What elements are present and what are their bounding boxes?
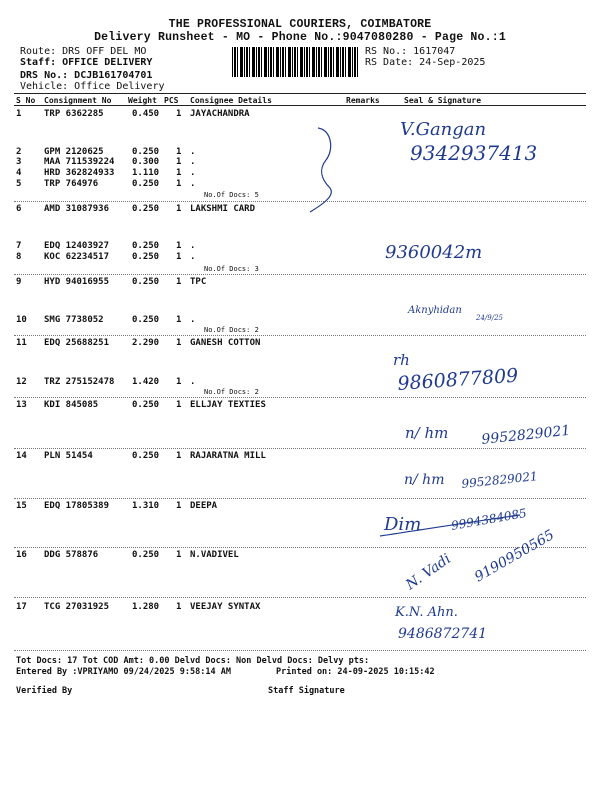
row-consignee: . (190, 241, 196, 251)
company-title: THE PROFESSIONAL COURIERS, COIMBATORE (168, 18, 432, 31)
row-consignee: TPC (190, 277, 207, 287)
row-sno: 12 (16, 377, 27, 387)
row-sno: 4 (16, 168, 22, 178)
bracket-stroke (310, 128, 331, 212)
row-pcs: 1 (176, 602, 182, 612)
row-weight: 0.250 (132, 315, 160, 325)
row-sno: 14 (16, 451, 27, 461)
row-consignment: HYD 94016955 (44, 277, 110, 287)
row-pcs: 1 (176, 451, 182, 461)
row-sno: 3 (16, 157, 22, 167)
row-weight: 0.250 (132, 400, 160, 410)
signature-text: 9860877809 (396, 364, 519, 395)
row-weight: 0.300 (132, 157, 160, 167)
rs-no-label: RS No.: 1617047 (365, 46, 456, 57)
row-sno: 5 (16, 179, 22, 189)
row-pcs: 1 (176, 277, 182, 287)
row-consignee: . (190, 147, 196, 157)
vehicle-label: Vehicle: Office Delivery (20, 81, 165, 92)
row-consignee: LAKSHMI CARD (190, 204, 256, 214)
row-separator (14, 397, 586, 398)
col-pcs: PCS (164, 96, 179, 105)
row-pcs: 1 (176, 147, 182, 157)
signature-text: 24/9/25 (476, 314, 503, 322)
row-consignment: EDQ 12403927 (44, 241, 110, 251)
row-separator (14, 650, 586, 651)
row-sno: 10 (16, 315, 27, 325)
row-weight: 0.250 (132, 204, 160, 214)
row-consignee: GANESH COTTON (190, 338, 261, 348)
row-weight: 0.250 (132, 179, 160, 189)
row-consignment: SMG 7738052 (44, 315, 104, 325)
signature-text: 9952829021 (460, 469, 539, 491)
row-weight: 2.290 (132, 338, 160, 348)
signature-text: Dim (384, 514, 422, 535)
staff-signature-label: Staff Signature (268, 686, 345, 696)
verified-by-label: Verified By (16, 686, 73, 696)
row-separator (14, 597, 586, 598)
row-separator (14, 335, 586, 336)
row-consignee: . (190, 377, 196, 387)
printed-on: Printed on: 24-09-2025 10:15:42 (276, 667, 435, 677)
row-weight: 0.250 (132, 277, 160, 287)
signature-text: 9190950565 (472, 527, 558, 586)
row-weight: 1.310 (132, 501, 160, 511)
docs-note: No.Of Docs: 2 (204, 326, 259, 334)
row-consignee: ELLJAY TEXTIES (190, 400, 266, 410)
docs-note: No.Of Docs: 2 (204, 388, 259, 396)
row-weight: 1.420 (132, 377, 160, 387)
row-sno: 11 (16, 338, 27, 348)
row-weight: 0.250 (132, 550, 160, 560)
col-consignment: Consignment No (44, 96, 112, 105)
row-sno: 8 (16, 252, 22, 262)
row-separator (14, 448, 586, 449)
row-weight: 0.450 (132, 109, 160, 119)
row-consignment: DDG 578876 (44, 550, 99, 560)
drs-no-label: DRS No.: DCJB161704701 (20, 70, 153, 81)
rs-date-label: RS Date: 24-Sep-2025 (365, 57, 486, 68)
row-consignment: MAA 711539224 (44, 157, 115, 167)
row-pcs: 1 (176, 157, 182, 167)
signature-text: rh (393, 351, 410, 369)
row-consignment: TRP 764976 (44, 179, 99, 189)
row-consignment: EDQ 25688251 (44, 338, 110, 348)
row-consignment: TRZ 275152478 (44, 377, 115, 387)
row-weight: 0.250 (132, 241, 160, 251)
runsheet-title: Delivery Runsheet - MO - Phone No.:9047080280 - Page No.:1 (94, 31, 506, 44)
staff-label: Staff: OFFICE DELIVERY (20, 57, 153, 68)
row-weight: 1.110 (132, 168, 160, 178)
header-top-rule (14, 93, 586, 94)
row-pcs: 1 (176, 109, 182, 119)
row-consignee: N.VADIVEL (190, 550, 239, 560)
row-pcs: 1 (176, 338, 182, 348)
row-consignment: TCG 27031925 (44, 602, 110, 612)
signature-text: n/ hm (404, 472, 445, 488)
row-consignee: RAJARATNA MILL (190, 451, 266, 461)
row-sno: 13 (16, 400, 27, 410)
signature-text: n/ hm (405, 424, 449, 442)
row-consignment: KDI 845085 (44, 400, 99, 410)
row-sno: 17 (16, 602, 27, 612)
row-pcs: 1 (176, 377, 182, 387)
row-weight: 0.250 (132, 252, 160, 262)
row-pcs: 1 (176, 501, 182, 511)
row-sno: 1 (16, 109, 22, 119)
entered-by: Entered By :VPRIYAMO 09/24/2025 9:58:14 AM (16, 667, 231, 677)
row-pcs: 1 (176, 168, 182, 178)
row-consignee: . (190, 179, 196, 189)
row-sno: 7 (16, 241, 22, 251)
row-sno: 2 (16, 147, 22, 157)
row-pcs: 1 (176, 252, 182, 262)
row-pcs: 1 (176, 315, 182, 325)
row-consignment: EDQ 17805389 (44, 501, 110, 511)
row-weight: 1.280 (132, 602, 160, 612)
row-pcs: 1 (176, 241, 182, 251)
row-consignment: KOC 62234517 (44, 252, 110, 262)
row-sno: 6 (16, 204, 22, 214)
row-consignment: PLN 51454 (44, 451, 93, 461)
route-label: Route: DRS OFF DEL MO (20, 46, 147, 57)
row-consignee: . (190, 157, 196, 167)
header-bottom-rule (14, 105, 586, 106)
signature-text: 9994384085 (450, 505, 528, 533)
row-consignee: . (190, 315, 196, 325)
row-consignee: JAYACHANDRA (190, 109, 250, 119)
signature-text: N. Vadi (403, 550, 454, 594)
col-remarks: Remarks (346, 96, 380, 105)
row-separator (14, 547, 586, 548)
docs-note: No.Of Docs: 5 (204, 191, 259, 199)
row-sno: 16 (16, 550, 27, 560)
col-consignee: Consignee Details (190, 96, 272, 105)
row-sno: 15 (16, 501, 27, 511)
docs-note: No.Of Docs: 3 (204, 265, 259, 273)
signature-text: V.Gangan (400, 119, 487, 140)
row-consignment: HRD 362824933 (44, 168, 115, 178)
row-consignment: AMD 31087936 (44, 204, 110, 214)
row-pcs: 1 (176, 550, 182, 560)
row-consignment: GPM 2120625 (44, 147, 104, 157)
row-separator (14, 498, 586, 499)
row-pcs: 1 (176, 400, 182, 410)
signature-text: K.N. Ahn. (395, 605, 458, 620)
barcode (232, 47, 360, 77)
row-consignment: TRP 6362285 (44, 109, 104, 119)
row-consignee: VEEJAY SYNTAX (190, 602, 261, 612)
row-pcs: 1 (176, 179, 182, 189)
signature-text: 9342937413 (410, 141, 538, 165)
row-sno: 9 (16, 277, 22, 287)
row-pcs: 1 (176, 204, 182, 214)
signature-stroke (380, 515, 520, 536)
signature-text: Aknyhidan (408, 305, 462, 316)
row-weight: 0.250 (132, 147, 160, 157)
col-seal: Seal & Signature (404, 96, 482, 105)
row-separator (14, 201, 586, 202)
signature-text: 9486872741 (398, 626, 488, 642)
row-weight: 0.250 (132, 451, 160, 461)
totals-line: Tot Docs: 17 Tot COD Amt: 0.00 Delvd Docs: Non Delvd Docs: Delvy pts: (16, 656, 370, 666)
signature-text: 9360042m (385, 242, 483, 263)
row-separator (14, 274, 586, 275)
col-weight: Weight (128, 96, 157, 105)
row-consignee: . (190, 168, 196, 178)
row-consignee: DEEPA (190, 501, 218, 511)
row-consignee: . (190, 252, 196, 262)
signature-text: 9952829021 (480, 422, 572, 448)
col-sno: S No (16, 96, 36, 105)
